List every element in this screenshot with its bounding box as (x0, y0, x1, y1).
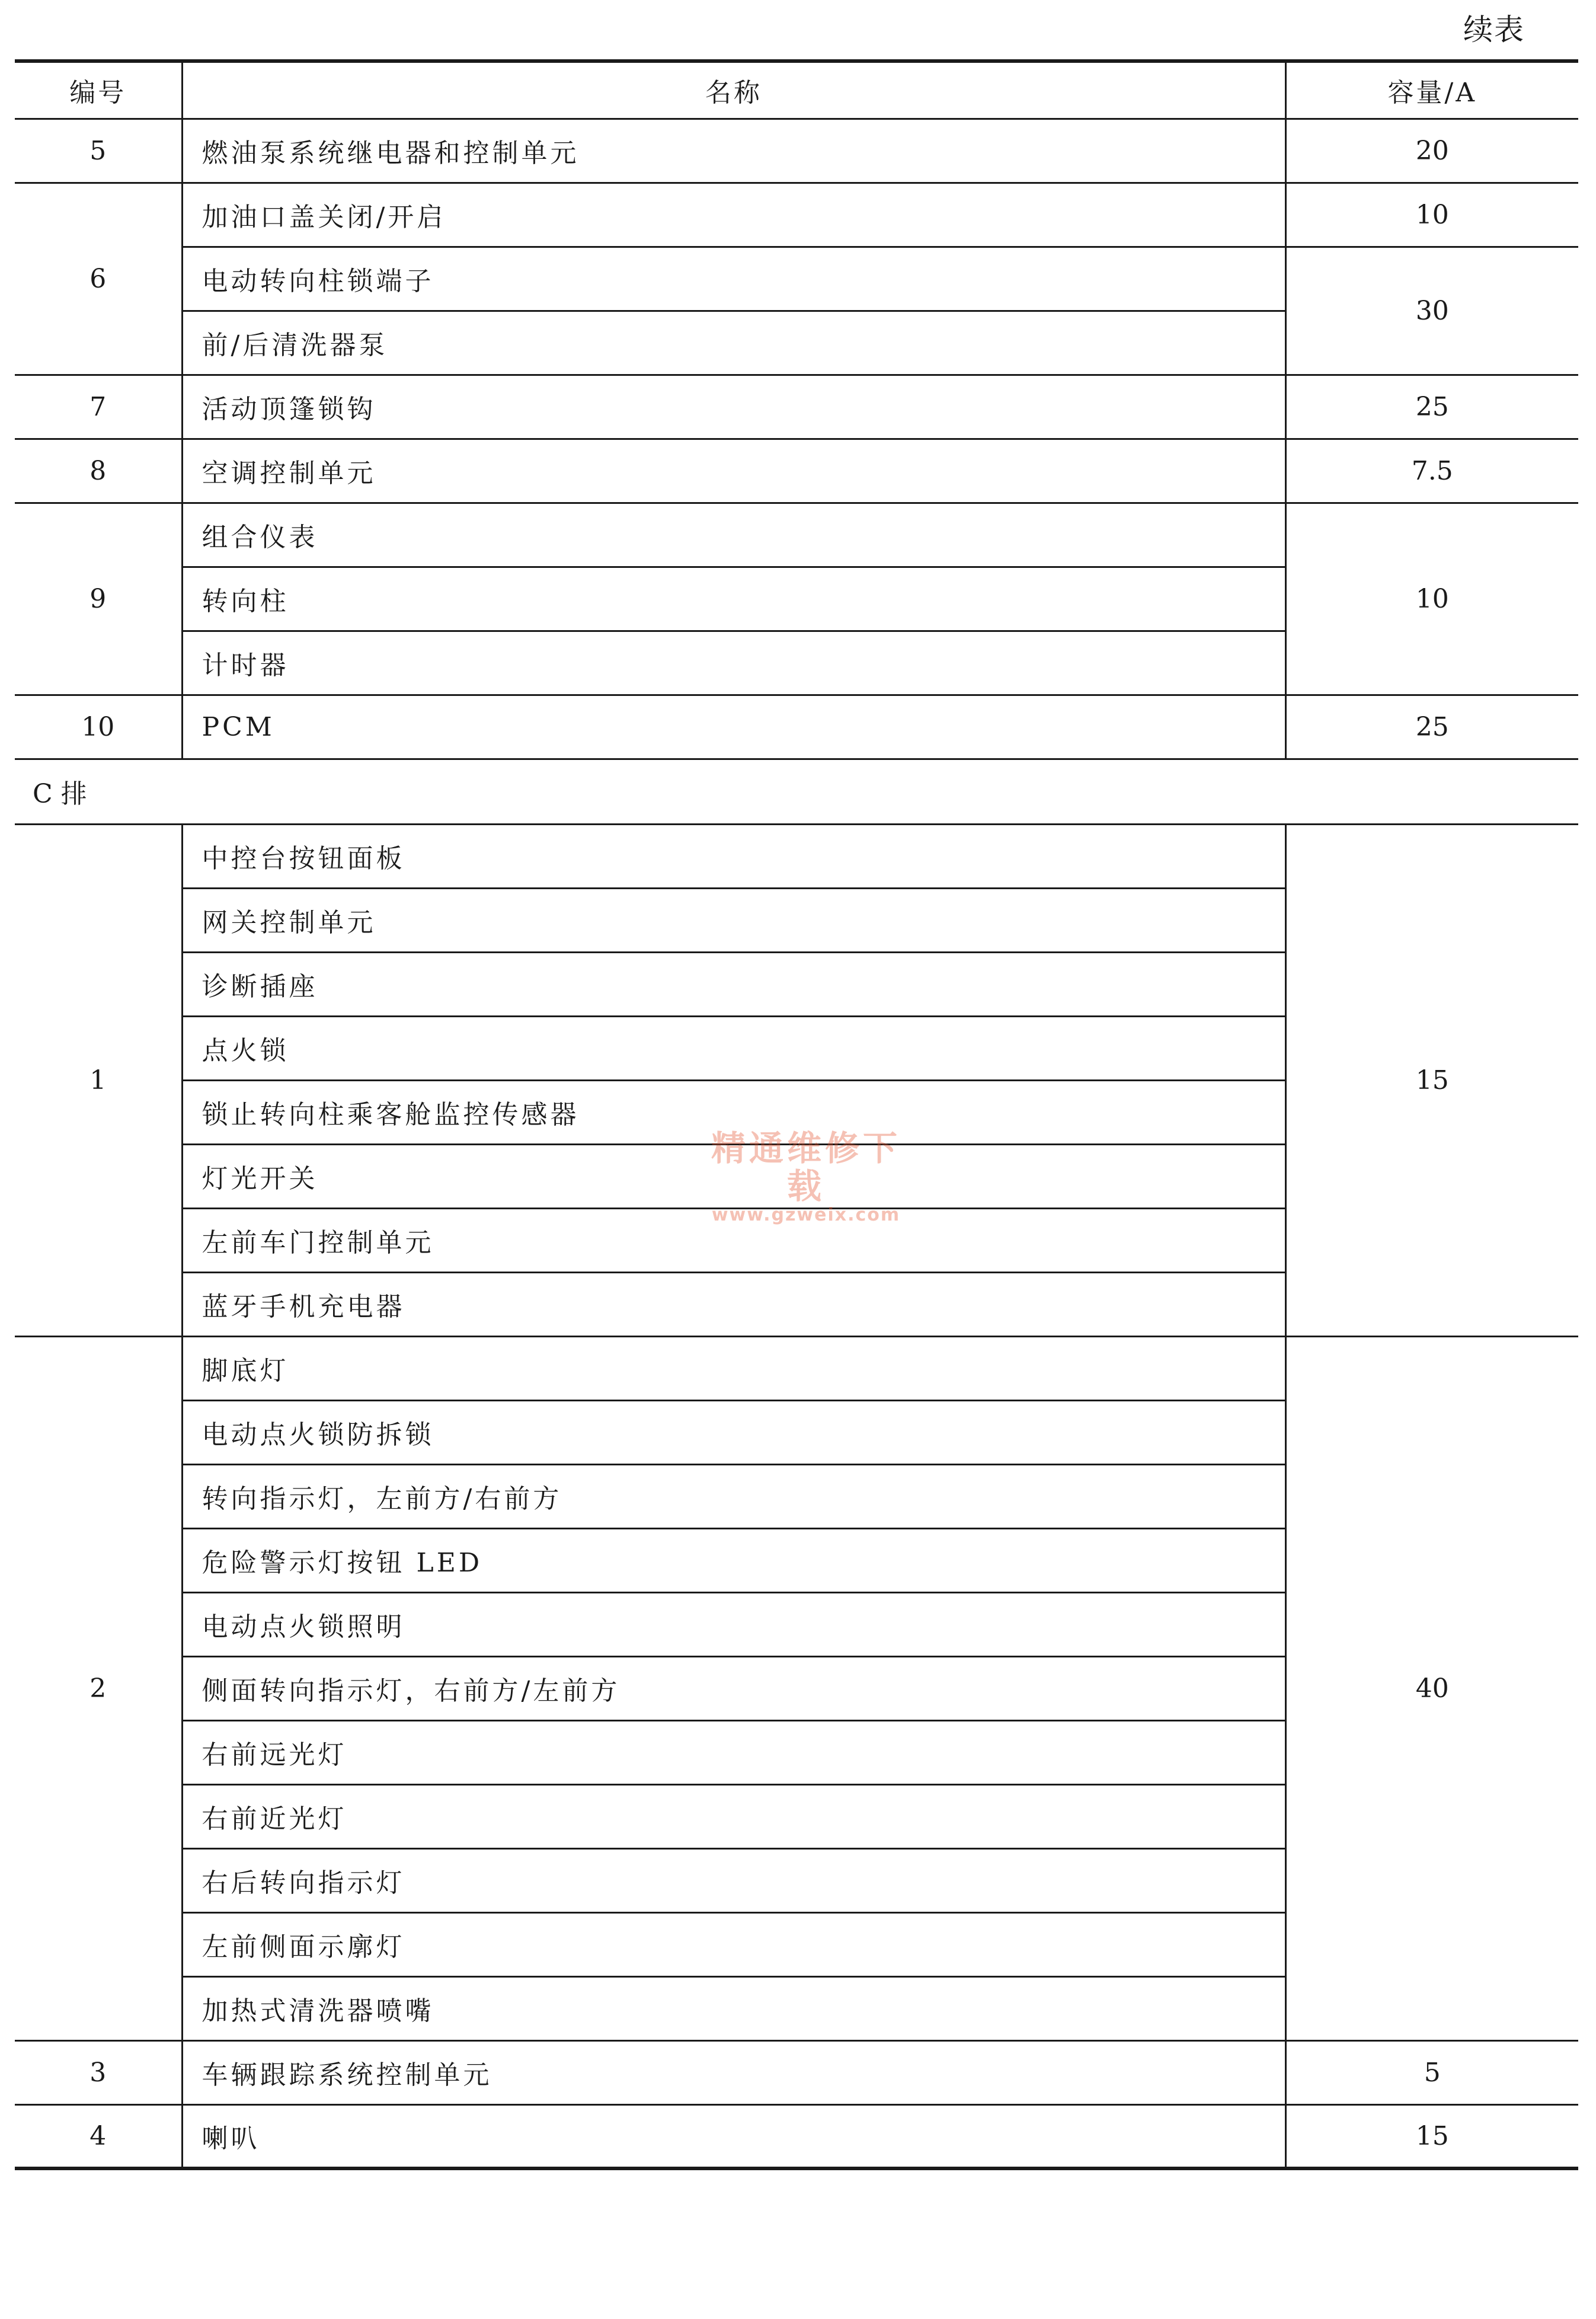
circuit-name: 右前远光灯 (182, 1720, 1285, 1784)
fuse-number: 9 (15, 503, 182, 695)
circuit-name: 脚底灯 (182, 1336, 1285, 1400)
section-row (15, 759, 1578, 824)
fuse-number: 5 (15, 119, 182, 183)
circuit-name: 右前近光灯 (182, 1784, 1285, 1848)
circuit-name: 电动点火锁照明 (182, 1592, 1285, 1656)
fuse-number: 8 (15, 439, 182, 503)
circuit-name: 加热式清洗器喷嘴 (182, 1976, 1285, 2040)
circuit-name: 网关控制单元 (182, 888, 1285, 952)
table-header-row (15, 61, 1578, 119)
circuit-name: 诊断插座 (182, 952, 1285, 1016)
circuit-name: 灯光开关 (182, 1144, 1285, 1208)
header-capacity: 容量/A (1285, 61, 1578, 119)
circuit-name: 空调控制单元 (182, 439, 1285, 503)
fuse-capacity: 40 (1285, 1336, 1578, 2040)
circuit-name: 加油口盖关闭/开启 (182, 183, 1285, 247)
fuse-number: 10 (15, 695, 182, 759)
circuit-name: 蓝牙手机充电器 (182, 1272, 1285, 1336)
circuit-name: 组合仪表 (182, 503, 1285, 567)
fuse-table (15, 59, 1578, 2170)
circuit-name: 电动转向柱锁端子 (182, 247, 1285, 311)
fuse-number: 1 (15, 824, 182, 1336)
header-name: 名称 (182, 61, 1285, 119)
fuse-capacity: 5 (1285, 2040, 1578, 2104)
circuit-name: 燃油泵系统继电器和控制单元 (182, 119, 1285, 183)
table-row (15, 824, 1578, 888)
fuse-capacity: 10 (1285, 183, 1578, 247)
circuit-name: 电动点火锁防拆锁 (182, 1400, 1285, 1464)
fuse-capacity: 7.5 (1285, 439, 1578, 503)
table-row (15, 375, 1578, 439)
fuse-number: 3 (15, 2040, 182, 2104)
header-number: 编号 (15, 61, 182, 119)
circuit-name: 车辆跟踪系统控制单元 (182, 2040, 1285, 2104)
section-label: C 排 (15, 759, 1578, 824)
fuse-capacity: 30 (1285, 247, 1578, 375)
circuit-name: 中控台按钮面板 (182, 824, 1285, 888)
fuse-number: 4 (15, 2104, 182, 2168)
table-row (15, 2040, 1578, 2104)
watermark-text: 精通维修下载 (711, 1128, 901, 1206)
table-row (15, 695, 1578, 759)
table-row (15, 247, 1578, 311)
table-row (15, 119, 1578, 183)
fuse-number: 2 (15, 1336, 182, 2040)
table-row (15, 183, 1578, 247)
circuit-name: 前/后清洗器泵 (182, 311, 1285, 375)
circuit-name: 转向指示灯，左前方/右前方 (182, 1464, 1285, 1528)
circuit-name: 侧面转向指示灯，右前方/左前方 (182, 1656, 1285, 1720)
circuit-name: 喇叭 (182, 2104, 1285, 2168)
circuit-name: 左前侧面示廓灯 (182, 1912, 1285, 1976)
fuse-capacity: 20 (1285, 119, 1578, 183)
circuit-name: 锁止转向柱乘客舱监控传感器 (182, 1080, 1285, 1144)
circuit-name: 转向柱 (182, 567, 1285, 631)
table-row (15, 439, 1578, 503)
fuse-capacity: 25 (1285, 695, 1578, 759)
circuit-name: 左前车门控制单元 (182, 1208, 1285, 1272)
circuit-name: PCM (182, 695, 1285, 759)
fuse-capacity: 15 (1285, 824, 1578, 1336)
fuse-capacity: 15 (1285, 2104, 1578, 2168)
fuse-capacity: 25 (1285, 375, 1578, 439)
circuit-name: 点火锁 (182, 1016, 1285, 1080)
table-row (15, 503, 1578, 567)
circuit-name: 计时器 (182, 631, 1285, 695)
watermark-url: www.gzweix.com (711, 1205, 901, 1225)
circuit-name: 活动顶篷锁钩 (182, 375, 1285, 439)
table-row (15, 1336, 1578, 1400)
table-row (15, 2104, 1578, 2168)
fuse-number: 7 (15, 375, 182, 439)
fuse-number: 6 (15, 183, 182, 375)
circuit-name: 危险警示灯按钮 LED (182, 1528, 1285, 1592)
circuit-name: 右后转向指示灯 (182, 1848, 1285, 1912)
continued-table-label: 续表 (1463, 12, 1525, 47)
fuse-capacity: 10 (1285, 503, 1578, 695)
